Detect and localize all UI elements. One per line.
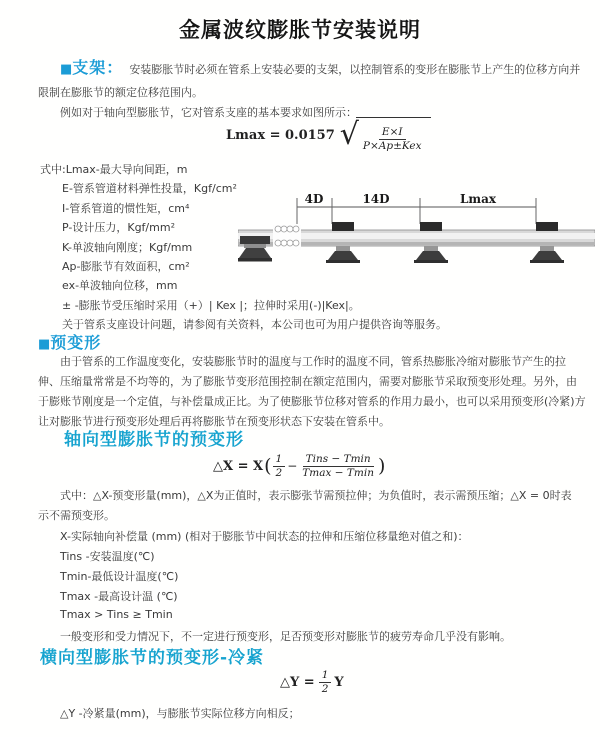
axial-para-line2: 示不需预变形。 [38, 509, 115, 522]
definition-item: Ap-膨胀节有效面积，cm² [62, 260, 190, 274]
formula-dx-frac2-num: Tins − Tmin [303, 453, 374, 467]
definition-note: 关于管系支座设计问题，请参阅有关资料，本公司也可为用户提供咨询等服务。 [62, 318, 447, 332]
lateral-note: △Y -冷紧量(mm)，与膨胀节实际位移方向相反； [60, 707, 300, 720]
formula-dy-num: 1 [319, 669, 332, 683]
preform-para-line4: 让对膨胀节进行预变形处理后再将膨胀节在预变形状态下安装在管系中。 [38, 415, 390, 428]
dim-label-4d: 4D [304, 192, 324, 206]
dim-label-14d: 14D [362, 192, 390, 206]
support-text-line3: 例如对于轴向型膨胀节，它对管系支座的基本要求如图所示： [60, 106, 357, 119]
anchor-support [238, 236, 272, 262]
open-paren: ( [264, 454, 272, 477]
lateral-subheading: 横向型膨胀节的预变形-冷紧 [40, 648, 265, 668]
formula-lmax-lhs: Lmax = 0.0157 [226, 127, 335, 143]
axial-para-line1: 式中：△X-预变形量(mm)，△X为正值时，表示膨张节需预拉伸；为负值时，表示需预压缩；△X = 0时表 [60, 489, 572, 502]
dim-label-lmax: Lmax [459, 192, 497, 206]
axial-tins-definition: Tins -安装温度(℃) [60, 550, 155, 563]
page-title: 金属波纹膨胀节安装说明 [179, 18, 421, 42]
definition-item: E-管系管道材料弹性投量，Kgf/cm² [62, 182, 237, 196]
support-text-line1: 安装膨胀节时必须在管系上安装必要的支架，以控制管系的变形在膨胀节上产生的位移方向并 [129, 63, 581, 76]
close-paren: ) [378, 454, 386, 477]
formula-dx-frac1-den: 2 [275, 466, 283, 479]
axial-note: 一般变形和受力情况下，不一定进行预变形，足否预变形对膨胀节的疲劳寿命几乎没有影响。 [60, 630, 511, 643]
formula-dy-den: 2 [321, 682, 329, 695]
formula-delta-x [213, 450, 386, 482]
formula-dy-lhs: △Y = [280, 674, 315, 690]
formula-dx-frac1-num: 1 [273, 453, 286, 467]
axial-subheading: 轴向型膨胀节的预变形 [64, 430, 244, 450]
preform-para-line1: 由于管系的工作温度变化，安装膨胀节时的温度与工作时的温度不同，管系热膨胀冷缩对膨胀节产生的拉 [60, 355, 566, 368]
preform-section-heading [38, 330, 107, 353]
axial-tmax-definition: Tmax -最高设计温 (℃) [60, 590, 178, 603]
support-spacing-diagram [238, 190, 595, 285]
formula-dx-frac2-den: Tmax − Tmin [302, 466, 374, 479]
definition-item: ex-单波轴向位移，mm [62, 279, 178, 293]
axial-tmin-definition: Tmin-最低设计温度(℃) [60, 570, 179, 583]
definition-item: ± -膨胀节受压缩时采用（+）| Kex |；拉伸时采用(-)|Kex|。 [62, 298, 360, 312]
preform-heading: 预变形 [50, 333, 102, 352]
formula-dy-rhs: Y [334, 674, 344, 690]
support-text-line2: 限制在膨胀节的额定位移范围内。 [38, 86, 203, 99]
pipe-diagram [238, 190, 595, 289]
formula-delta-y [280, 667, 344, 697]
support-section-line1 [60, 55, 580, 78]
definition-intro: 式中:Lmax-最大导向间距，m [40, 163, 188, 176]
preform-para-line3: 于膨账节刚度是一个定值，与补偿量成正比。为了使膨胀节位移对管系的作用力最小，也可以采用预变形(冷紧)方 [38, 395, 586, 408]
axial-temp-relation: Tmax > Tins ≥ Tmin [60, 608, 173, 621]
section-square-icon: ■ [38, 337, 51, 352]
formula-lmax [226, 118, 431, 152]
formula-lmax-numerator: E×I [379, 126, 406, 140]
formula-dx-lhs: △X = X [213, 458, 264, 474]
minus-operator: − [287, 459, 298, 473]
sqrt-symbol: √ [339, 117, 359, 152]
section-square-icon: ■ [60, 62, 73, 77]
formula-lmax-radicand [356, 117, 431, 153]
bellows-joint [273, 225, 301, 250]
definition-item: K-单波轴向刚度；Kgf/mm [62, 240, 193, 254]
definition-item: I-管系管道的惯性矩，cm⁴ [62, 201, 190, 215]
definition-item: P-设计压力，Kgf/mm² [62, 221, 175, 235]
axial-x-definition: X-实际轴向补偿量 (mm) (相对于膨胀节中间状态的拉伸和压缩位移量绝对值之和)： [60, 530, 469, 543]
formula-lmax-denominator: P×Ap±Kex [362, 140, 422, 152]
support-heading: 支架： [72, 58, 124, 77]
preform-para-line2: 伸、压缩量常常是不均等的，为了膨胀节变形范围控制在额定范围内，需要对膨胀节采取预变形处理。另外，由 [38, 375, 577, 388]
